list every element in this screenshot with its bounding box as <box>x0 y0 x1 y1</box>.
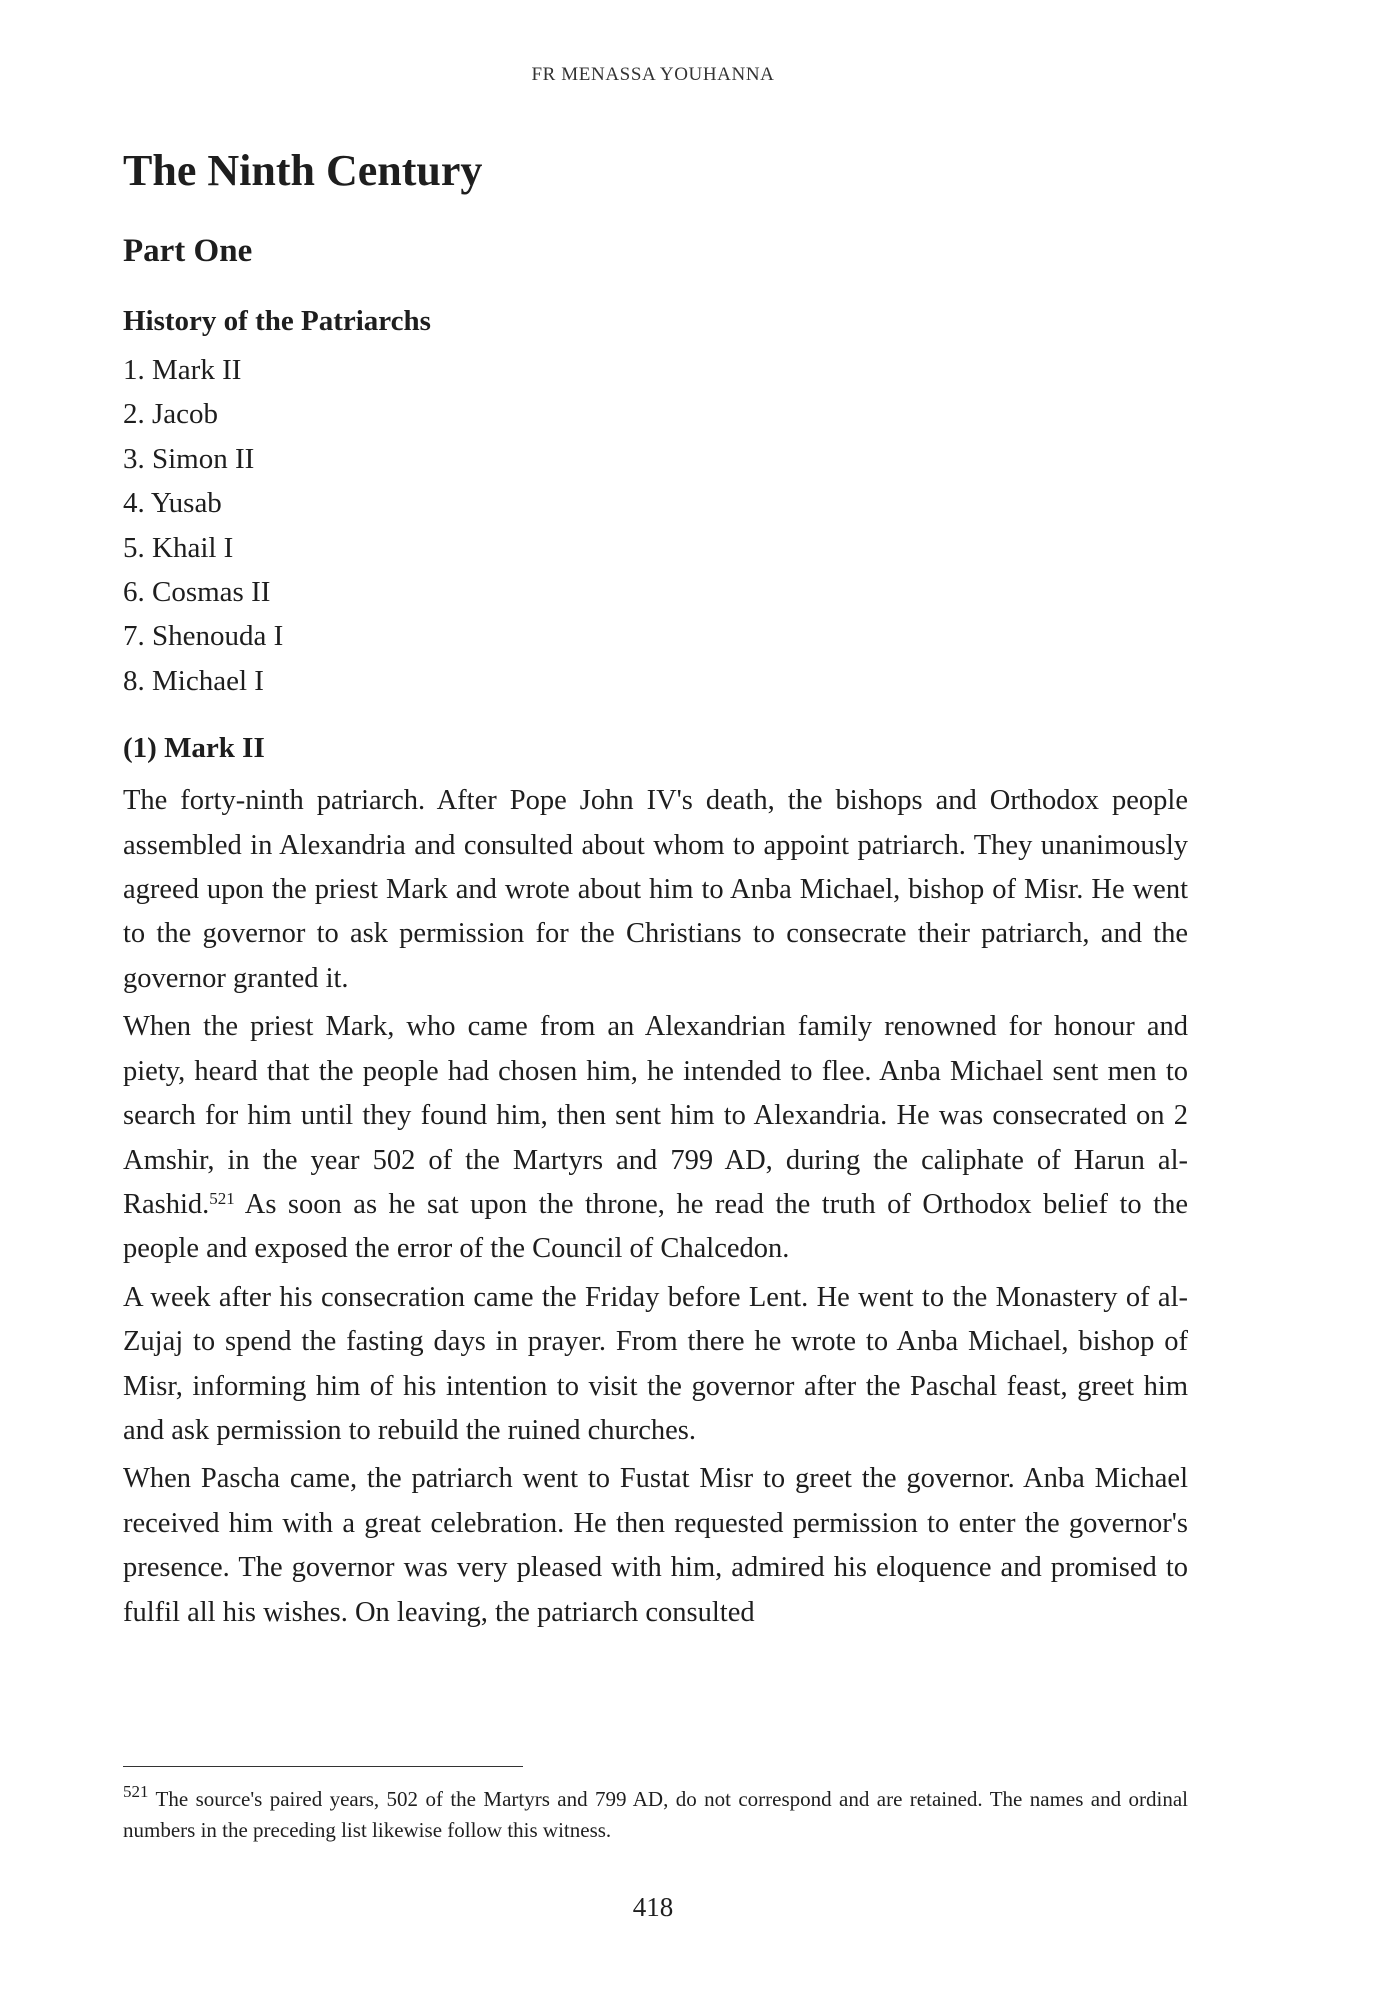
paragraph-4: When Pascha came, the patriarch went to Fustat Misr to greet the governor. Anba Michael received him with a great celebration. He then requested permission to enter the governor's presence. The governor was very pleased with him, admired his eloquence and promised to fulfil all his wishes. On leaving, the patriarch consulted <box>123 1463 1188 1628</box>
footnote <box>123 1784 1188 1846</box>
footnote-reference[interactable]: 521 <box>209 1188 235 1208</box>
footnote-number: 521 <box>123 1782 149 1801</box>
paragraph-2 <box>123 1005 1188 1271</box>
paragraph-3: A week after his consecration came the Friday before Lent. He went to the Monastery of al-Zujaj to spend the fasting days in prayer. From there he wrote to Anba Michael, bishop of Misr, informing him of his intention to visit the governor after the Paschal feast, greet him and ask permission to rebuild the ruined churches. <box>123 1281 1188 1446</box>
running-head: FR MENASSA YOUHANNA <box>531 64 775 85</box>
footnote-divider <box>123 1766 523 1767</box>
page-number: 418 <box>632 1892 674 1922</box>
chapter-title: The Ninth Century <box>123 146 483 195</box>
list-item: 4. Yusab <box>123 487 222 520</box>
main-content <box>123 140 1188 1639</box>
list-item: 2. Jacob <box>123 398 219 431</box>
paragraph-1: The forty-ninth patriarch. After Pope John IV's death, the bishops and Orthodox people assembled in Alexandria and consulted about whom to appoint patriarch. They unanimously agreed upon the priest Mark and wrote about him to Anba Michael, bishop of Misr. He went to the governor to ask permission for the Christians to consecrate their patriarch, and the governor granted it. <box>123 785 1188 994</box>
patriarch-list <box>123 348 1188 703</box>
paragraph-2-text-b: As soon as he sat upon the throne, he read the truth of Orthodox belief to the people and exposed the error of the Council of Chalcedon. <box>123 1188 1188 1265</box>
list-item: 7. Shenouda I <box>123 620 284 653</box>
list-item: 5. Khail I <box>123 531 234 564</box>
part-title: Part One <box>123 233 253 269</box>
section-title: History of the Patriarchs <box>123 305 431 337</box>
list-item: 8. Michael I <box>123 664 264 697</box>
subsection-title: (1) Mark II <box>123 732 265 765</box>
paragraph-2-text-a: When the priest Mark, who came from an Alexandrian family renowned for honour and piety, heard that the people had chosen him, he intended to flee. Anba Michael sent men to search for him until they found him, then sent him to Alexandria. He was consecrated on 2 Amshir, in the year 502 of the Martyrs and 799 AD, during the caliphate of Harun al-Rashid. <box>123 1011 1188 1220</box>
footnote-text: The source's paired years, 502 of the Martyrs and 799 AD, do not correspond and are retained. The names and ordinal numbers in the preceding list likewise follow this witness. <box>123 1787 1188 1842</box>
list-item: 1. Mark II <box>123 354 242 386</box>
list-item: 3. Simon II <box>123 442 255 475</box>
list-item: 6. Cosmas II <box>123 576 271 609</box>
